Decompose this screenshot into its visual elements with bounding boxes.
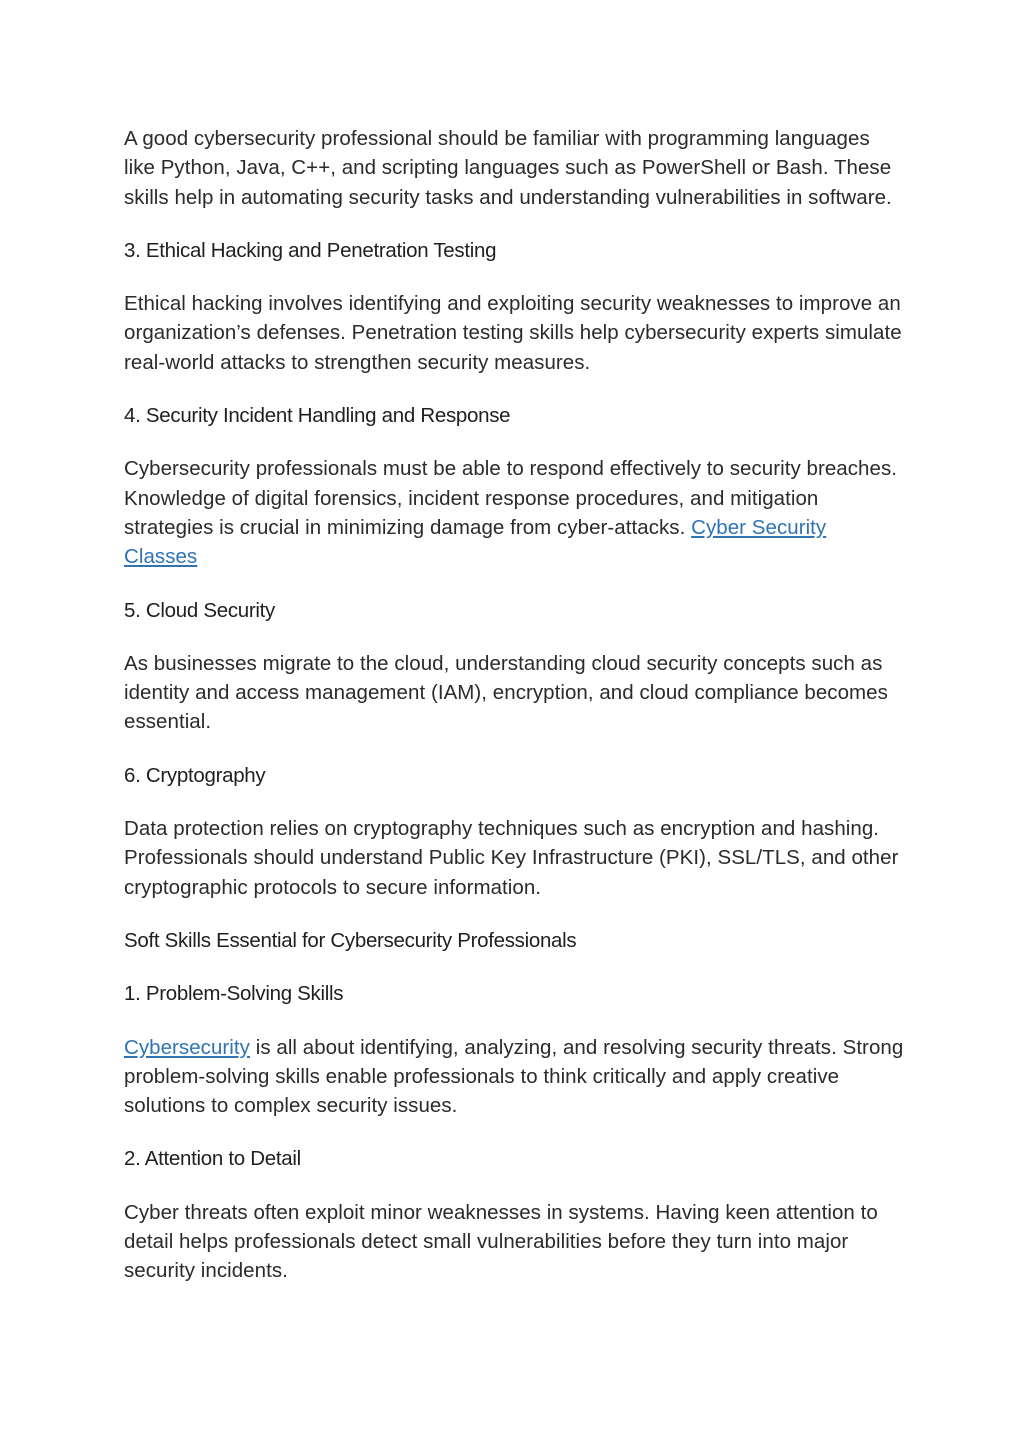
heading-ethical-hacking: 3. Ethical Hacking and Penetration Testing bbox=[124, 238, 497, 262]
cybersecurity-link[interactable]: Cybersecurity bbox=[124, 1035, 250, 1059]
heading-cloud-security: 5. Cloud Security bbox=[124, 598, 276, 622]
paragraph-cloud-security: As businesses migrate to the cloud, understanding cloud security concepts such as identity and access management (IAM), encryption, and cloud compliance becomes essential. bbox=[124, 651, 888, 734]
paragraph-ethical-hacking: Ethical hacking involves identifying and exploiting security weaknesses to improve an organization’s defenses. Penetration testing skills help cybersecurity experts simulate real-world attacks to strengthen security measures. bbox=[124, 292, 902, 374]
paragraph-problem-solving bbox=[124, 1033, 904, 1121]
cyber-security-classes-link[interactable]: Cyber Security Classes bbox=[124, 515, 827, 569]
document-page bbox=[124, 124, 904, 1310]
incident-handling-text: Cybersecurity professionals must be able to respond effectively to security breaches. Knowledge of digital forensics, incident response procedures, and mitigation strategies is crucial in minimizing damage from cyber-attacks. bbox=[124, 457, 897, 539]
paragraph-attention-to-detail: Cyber threats often exploit minor weaknesses in systems. Having keen attention to detail helps professionals detect small vulnerabilities before they turn into major security incidents. bbox=[124, 1200, 878, 1283]
heading-incident-handling: 4. Security Incident Handling and Response bbox=[124, 404, 511, 428]
paragraph-cryptography: Data protection relies on cryptography techniques such as encryption and hashing. Professionals should understand Public Key Infrastructure (PKI), SSL/TLS, and other cryptographic protocols to secure information. bbox=[124, 817, 899, 899]
heading-cryptography: 6. Cryptography bbox=[124, 763, 266, 787]
intro-paragraph: A good cybersecurity professional should be familiar with programming languages like Python, Java, C++, and scripting languages such as PowerShell or Bash. These skills help in automating security tasks and understanding vulnerabilities in software. bbox=[124, 127, 892, 209]
heading-soft-skills: Soft Skills Essential for Cybersecurity Professionals bbox=[124, 928, 577, 952]
problem-solving-text: is all about identifying, analyzing, and resolving security threats. Strong problem-solving skills enable professionals to think critically and apply creative solutions to complex security issues. bbox=[124, 1035, 904, 1118]
heading-problem-solving: 1. Problem-Solving Skills bbox=[124, 982, 344, 1006]
heading-attention-to-detail: 2. Attention to Detail bbox=[124, 1147, 301, 1171]
paragraph-incident-handling bbox=[124, 454, 904, 571]
